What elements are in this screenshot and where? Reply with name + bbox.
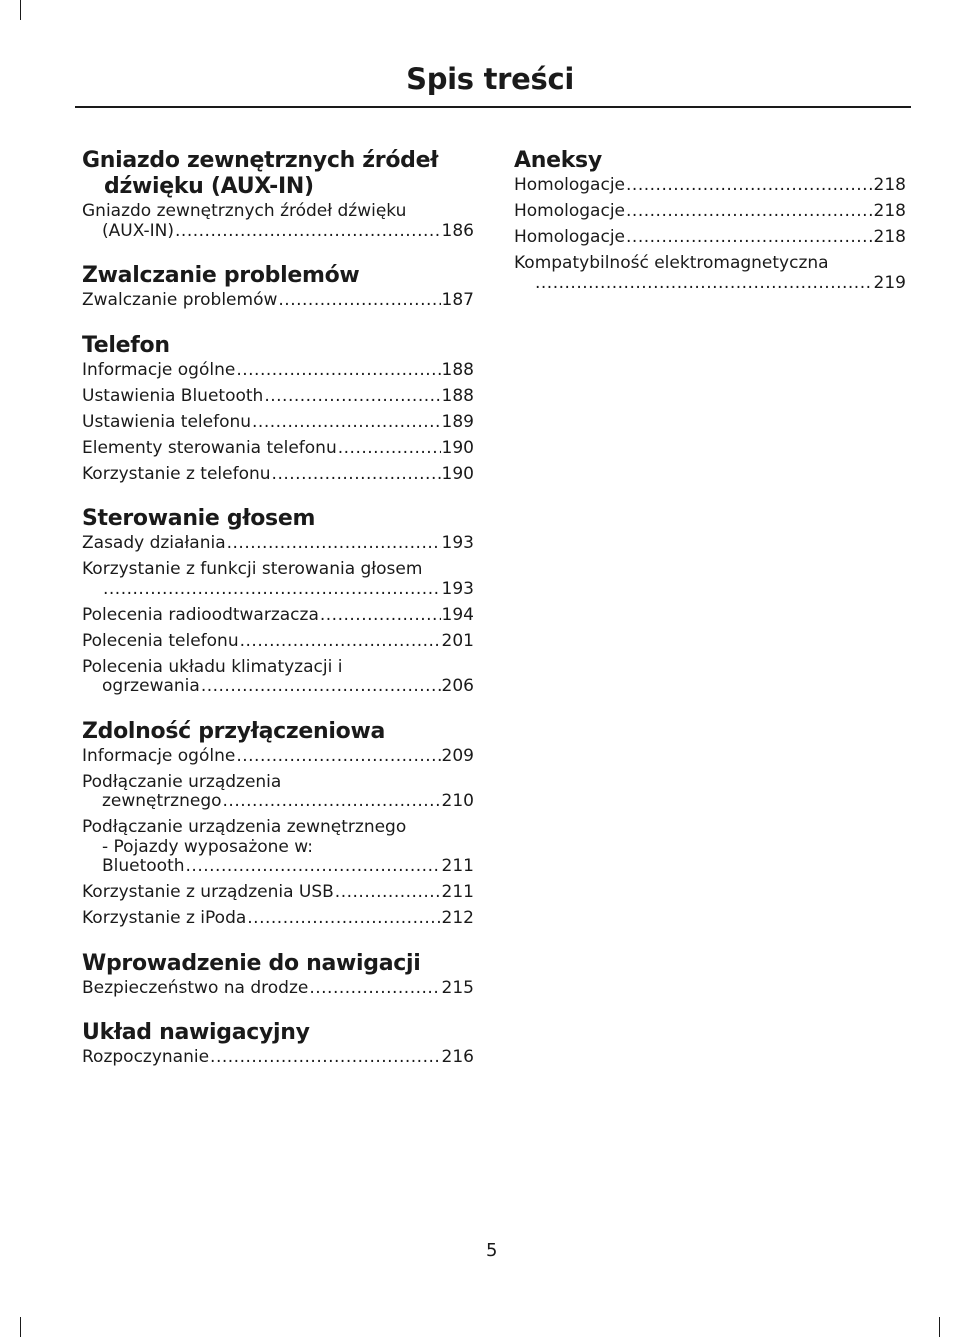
header-rule — [75, 106, 911, 108]
toc-entry-page-number: 193 — [441, 578, 474, 599]
dot-leader — [252, 413, 441, 433]
toc-entry-page-number: 218 — [873, 175, 906, 195]
toc-entry-page-number: 194 — [441, 604, 474, 625]
toc-entry-text: Gniazdo zewnętrznych źródeł dźwięku — [82, 201, 407, 221]
toc-entry[interactable] — [82, 632, 474, 652]
toc-entry[interactable] — [514, 254, 906, 293]
section-heading-line: Sterowanie głosem — [82, 506, 316, 531]
toc-entry-text: Podłączanie urządzenia — [82, 771, 282, 792]
toc-entry[interactable] — [82, 883, 474, 903]
toc-entry-text: Ustawienia Bluetooth — [82, 385, 264, 406]
toc-left-column — [82, 148, 474, 1090]
toc-entry-text: Polecenia radioodtwarzacza — [82, 604, 319, 625]
toc-entry-page-number: 188 — [441, 385, 474, 406]
toc-entry-text: zewnętrznego — [102, 791, 222, 811]
toc-entry-page-number: 210 — [441, 791, 474, 811]
toc-entry-text: Rozpoczynanie — [82, 1047, 210, 1067]
toc-entry-page-number: 190 — [441, 437, 474, 458]
toc-entry[interactable] — [82, 361, 474, 381]
section-heading-line: Wprowadzenie do nawigacji — [82, 950, 421, 976]
toc-entry-page-number: 215 — [441, 977, 474, 998]
toc-entry[interactable] — [82, 560, 474, 599]
section-heading — [82, 506, 474, 532]
toc-entry-page-number: 218 — [873, 201, 906, 221]
dot-leader — [247, 909, 440, 929]
toc-entry-page-number: 187 — [441, 290, 474, 310]
toc-entry-text: Homologacje — [514, 201, 626, 221]
toc-entry-page-number: 201 — [441, 630, 474, 651]
toc-entry[interactable] — [82, 387, 474, 407]
toc-entry-page-number: 209 — [441, 745, 474, 766]
toc-entry-page-number: 211 — [441, 856, 474, 876]
toc-entry[interactable] — [514, 202, 906, 222]
toc-entry-text: Polecenia układu klimatyzacji i — [82, 656, 343, 677]
toc-entry[interactable] — [82, 534, 474, 554]
dot-leader — [223, 792, 441, 812]
toc-entry-page-number: 188 — [441, 359, 474, 380]
toc-entry-text: Homologacje — [514, 175, 626, 195]
toc-entry-text: Elementy sterowania telefonu — [82, 437, 337, 458]
toc-entry-page-number: 206 — [441, 676, 474, 696]
toc-entry[interactable] — [514, 176, 906, 196]
toc-entry-text: Informacje ogólne — [82, 359, 236, 380]
toc-entry[interactable] — [82, 979, 474, 999]
toc-entry[interactable] — [82, 818, 474, 877]
toc-entry-text: - Pojazdy wyposażone w: — [102, 836, 313, 857]
section-heading-line: Układ nawigacyjny — [82, 1020, 310, 1045]
dot-leader — [272, 465, 441, 485]
toc-entry-page-number: 189 — [441, 411, 474, 432]
toc-section-telefon — [82, 333, 474, 485]
toc-entry[interactable] — [82, 202, 474, 241]
dot-leader — [278, 291, 440, 311]
toc-section-zwalczanie-problemow — [82, 263, 474, 311]
dot-leader — [236, 747, 440, 767]
dot-leader — [626, 176, 873, 196]
dot-leader — [335, 883, 441, 903]
section-heading-line: Aneksy — [514, 148, 602, 173]
toc-right-column — [514, 148, 906, 315]
dot-leader — [186, 857, 441, 877]
toc-entry-text: Podłączanie urządzenia zewnętrznego — [82, 817, 407, 837]
toc-entry[interactable] — [82, 439, 474, 459]
toc-entry[interactable] — [82, 465, 474, 485]
page-title: Spis treści — [406, 62, 574, 96]
dot-leader — [240, 632, 441, 652]
crop-mark-bottom-left — [20, 1317, 21, 1337]
section-heading-line: dźwięku (AUX-IN) — [104, 174, 314, 199]
toc-entry-text: Korzystanie z urządzenia USB — [82, 882, 334, 902]
toc-entry[interactable] — [82, 291, 474, 311]
toc-entry-text: Informacje ogólne — [82, 745, 236, 766]
crop-mark-bottom-right — [939, 1317, 940, 1337]
section-heading — [82, 333, 474, 359]
toc-entry-text: Homologacje — [514, 227, 626, 247]
toc-section-zdolnosc-przylaczeniowa — [82, 719, 474, 929]
dot-leader — [210, 1048, 441, 1068]
toc-entry-text: (AUX-IN) — [102, 220, 175, 241]
toc-entry-text: Bezpieczeństwo na drodze — [82, 977, 309, 998]
dot-leader — [236, 361, 440, 381]
toc-entry-text: Zwalczanie problemów — [82, 290, 278, 310]
toc-entry-text: Polecenia telefonu — [82, 630, 239, 651]
toc-entry-text: ogrzewania — [102, 676, 200, 696]
toc-entry-text: Ustawienia telefonu — [82, 411, 252, 432]
section-heading-line: Zdolność przyłączeniowa — [82, 718, 386, 744]
toc-entry-text: Bluetooth — [102, 856, 185, 876]
section-heading — [82, 263, 474, 289]
toc-entry-page-number: 186 — [441, 220, 474, 241]
toc-entry-page-number: 219 — [873, 272, 906, 293]
toc-entry[interactable] — [82, 606, 474, 626]
toc-section-wprowadzenie-do-nawigacji — [82, 951, 474, 999]
toc-entry[interactable] — [82, 773, 474, 812]
section-heading — [82, 951, 474, 977]
section-heading — [82, 148, 474, 200]
crop-mark-top-left — [20, 0, 21, 20]
dot-leader — [626, 202, 873, 222]
section-heading — [82, 719, 474, 745]
dot-leader — [535, 274, 873, 294]
toc-entry[interactable] — [514, 228, 906, 248]
dot-leader — [264, 387, 440, 407]
dot-leader — [103, 580, 441, 600]
toc-entry[interactable] — [82, 413, 474, 433]
toc-entry-page-number: 218 — [873, 227, 906, 247]
dot-leader — [201, 677, 441, 697]
dot-leader — [227, 534, 441, 554]
toc-entry[interactable] — [82, 747, 474, 767]
dot-leader — [309, 979, 440, 999]
toc-section-aneksy — [514, 148, 906, 293]
toc-entry-text: Kompatybilność elektromagnetyczna — [514, 253, 829, 273]
section-heading — [82, 1020, 474, 1046]
toc-entry-text: Korzystanie z telefonu — [82, 463, 271, 484]
toc-section-gniazdo-zewnetrznych-zrodel — [82, 148, 474, 241]
toc-entry-text: Zasady działania — [82, 533, 226, 553]
section-heading-line: Gniazdo zewnętrznych źródeł — [82, 148, 439, 173]
toc-entry-page-number: 212 — [441, 908, 474, 928]
page-number: 5 — [486, 1240, 498, 1261]
toc-entry-page-number: 211 — [441, 882, 474, 902]
toc-entry[interactable] — [82, 1048, 474, 1068]
dot-leader — [626, 228, 873, 248]
toc-entry-text: Korzystanie z funkcji sterowania głosem — [82, 559, 423, 579]
toc-section-uklad-nawigacyjny — [82, 1020, 474, 1068]
toc-entry[interactable] — [82, 909, 474, 929]
toc-entry-page-number: 216 — [441, 1047, 474, 1067]
dot-leader — [338, 439, 441, 459]
toc-entry-text: Korzystanie z iPoda — [82, 908, 247, 928]
toc-entry-page-number: 193 — [441, 533, 474, 553]
section-heading-line: Telefon — [82, 332, 170, 358]
section-heading-line: Zwalczanie problemów — [82, 263, 360, 288]
dot-leader — [320, 606, 441, 626]
toc-entry-page-number: 190 — [441, 463, 474, 484]
toc-entry[interactable] — [82, 658, 474, 697]
section-heading — [514, 148, 906, 174]
toc-section-sterowanie-glosem — [82, 506, 474, 697]
dot-leader — [175, 222, 441, 242]
